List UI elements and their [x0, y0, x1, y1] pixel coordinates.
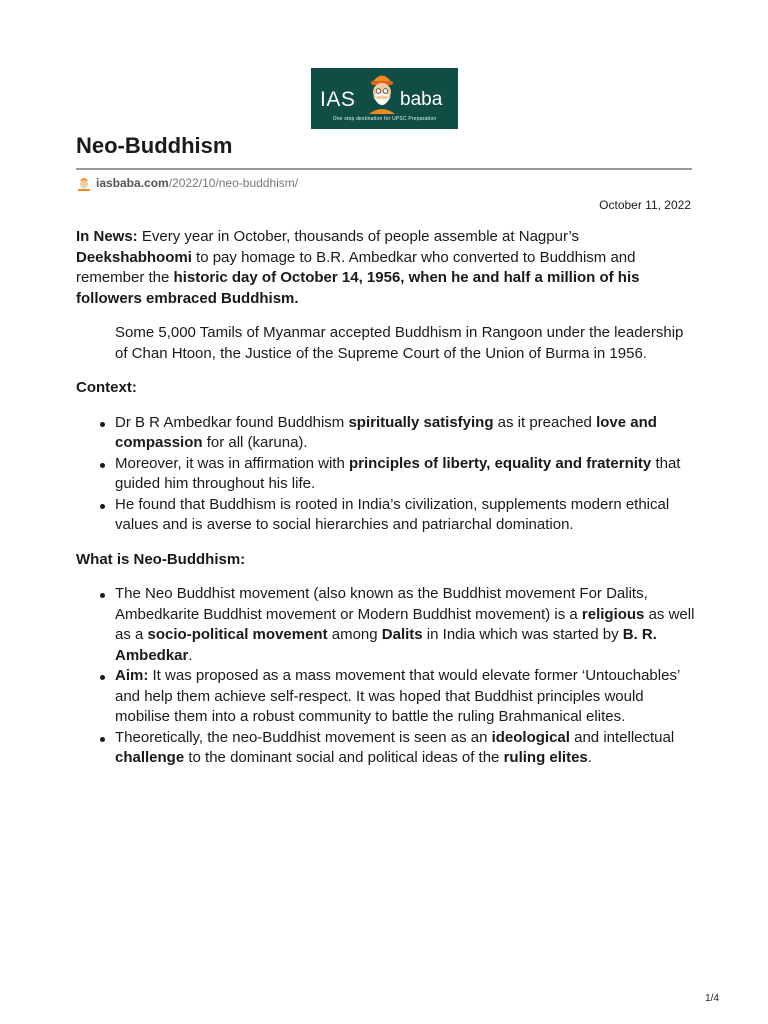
what-is-heading: What is Neo-Buddhism:: [76, 550, 246, 568]
what-is-item: [115, 666, 696, 728]
source-link[interactable]: [77, 175, 298, 191]
in-news-bold-2: historic day of October 14, 1956, when he and half a million of his followers embraced Buddhism.: [76, 269, 640, 307]
what-is-item-bold: B. R. Ambedkar: [115, 626, 657, 664]
what-is-item-bold: ruling elites: [503, 749, 588, 766]
context-item-text: He found that Buddhism is rooted in India’s civilization, supplements modern ethical values and is averse to social hierarchies and patriarchal domination.: [115, 495, 670, 533]
what-is-list: [76, 584, 696, 769]
in-news-text-2: to pay homage to B.R. Ambedkar who converted to Buddhism and remember the: [76, 248, 636, 286]
context-item-text: for all (karuna).: [202, 434, 308, 451]
what-is-item: [115, 584, 696, 666]
in-news-paragraph: [76, 227, 696, 309]
publish-date: October 11, 2022: [599, 198, 691, 212]
logo-ias-text: IAS: [320, 88, 356, 111]
source-domain[interactable]: iasbaba.com: [96, 176, 169, 190]
what-is-item-bold: religious: [581, 605, 645, 623]
source-path[interactable]: /2022/10/neo-buddhism/: [168, 176, 299, 190]
context-item: [115, 495, 696, 536]
what-is-item-text: .: [587, 749, 592, 766]
page-title: Neo-Buddhism: [76, 133, 233, 158]
what-is-item-text: in India which was started by: [422, 626, 623, 643]
what-is-item-text: Theoretically, the neo-Buddhist movement is seen as an: [115, 728, 492, 746]
article-body: [76, 227, 696, 783]
context-item-text: that guided him throughout his life.: [115, 454, 681, 492]
what-is-item-text: as well as a: [115, 605, 695, 643]
page-number: 1/4: [705, 993, 719, 1004]
what-is-item-bold: socio-political movement: [147, 626, 328, 643]
context-item-bold: love and compassion: [115, 413, 657, 451]
what-is-item-bold: challenge: [115, 749, 185, 766]
context-item: [115, 454, 696, 495]
in-news-bold-1: Deekshabhoomi: [76, 248, 192, 266]
title-divider: [76, 168, 692, 170]
context-heading: Context:: [76, 379, 137, 396]
what-is-item: [115, 728, 696, 769]
what-is-item-text: The Neo Buddhist movement (also known as the Buddhist movement For Dalits, Ambedkarite Buddhist movement or Modern Buddhist movement) is a: [115, 585, 648, 623]
what-is-item-text: to the dominant social and political ideas of the: [184, 749, 504, 766]
baba-mascot-icon: [365, 70, 399, 116]
context-list: [76, 413, 696, 536]
context-item-text: Moreover, it was in affirmation with: [115, 454, 349, 472]
what-is-item-text: and intellectual: [569, 728, 675, 746]
context-item-text: as it preached: [493, 413, 597, 431]
in-news-text-1: Every year in October, thousands of people assemble at Nagpur’s: [137, 228, 580, 245]
quote-paragraph: Some 5,000 Tamils of Myanmar accepted Buddhism in Rangoon under the leadership of Chan Htoon, the Justice of the Supreme Court of the Union of Burma in 1956.: [115, 324, 684, 362]
context-item-text: Dr B R Ambedkar found Buddhism: [115, 413, 349, 431]
logo-tagline: One stop destination for UPSC Preparation: [332, 116, 437, 122]
context-item-bold: principles of liberty, equality and fraternity: [348, 454, 652, 472]
context-item: [115, 413, 696, 454]
aim-label: Aim:: [115, 667, 149, 684]
iasbaba-logo: [311, 68, 458, 129]
what-is-item-bold: ideological: [491, 728, 570, 746]
what-is-item-text: .: [188, 646, 193, 664]
what-is-item-text: It was proposed as a mass movement that would elevate former ‘Untouchables’ and help them achieve self-respect. It was hoped that Buddhist principles would mobilise them into a robust community to battle the ruling Brahmanical elites.: [115, 667, 680, 725]
logo-baba-text: baba: [400, 89, 443, 110]
in-news-label: In News:: [76, 228, 138, 245]
what-is-item-bold: Dalits: [381, 626, 423, 643]
what-is-item-text: among: [327, 626, 382, 643]
site-favicon-icon: [77, 175, 91, 191]
context-item-bold: spiritually satisfying: [348, 413, 494, 431]
